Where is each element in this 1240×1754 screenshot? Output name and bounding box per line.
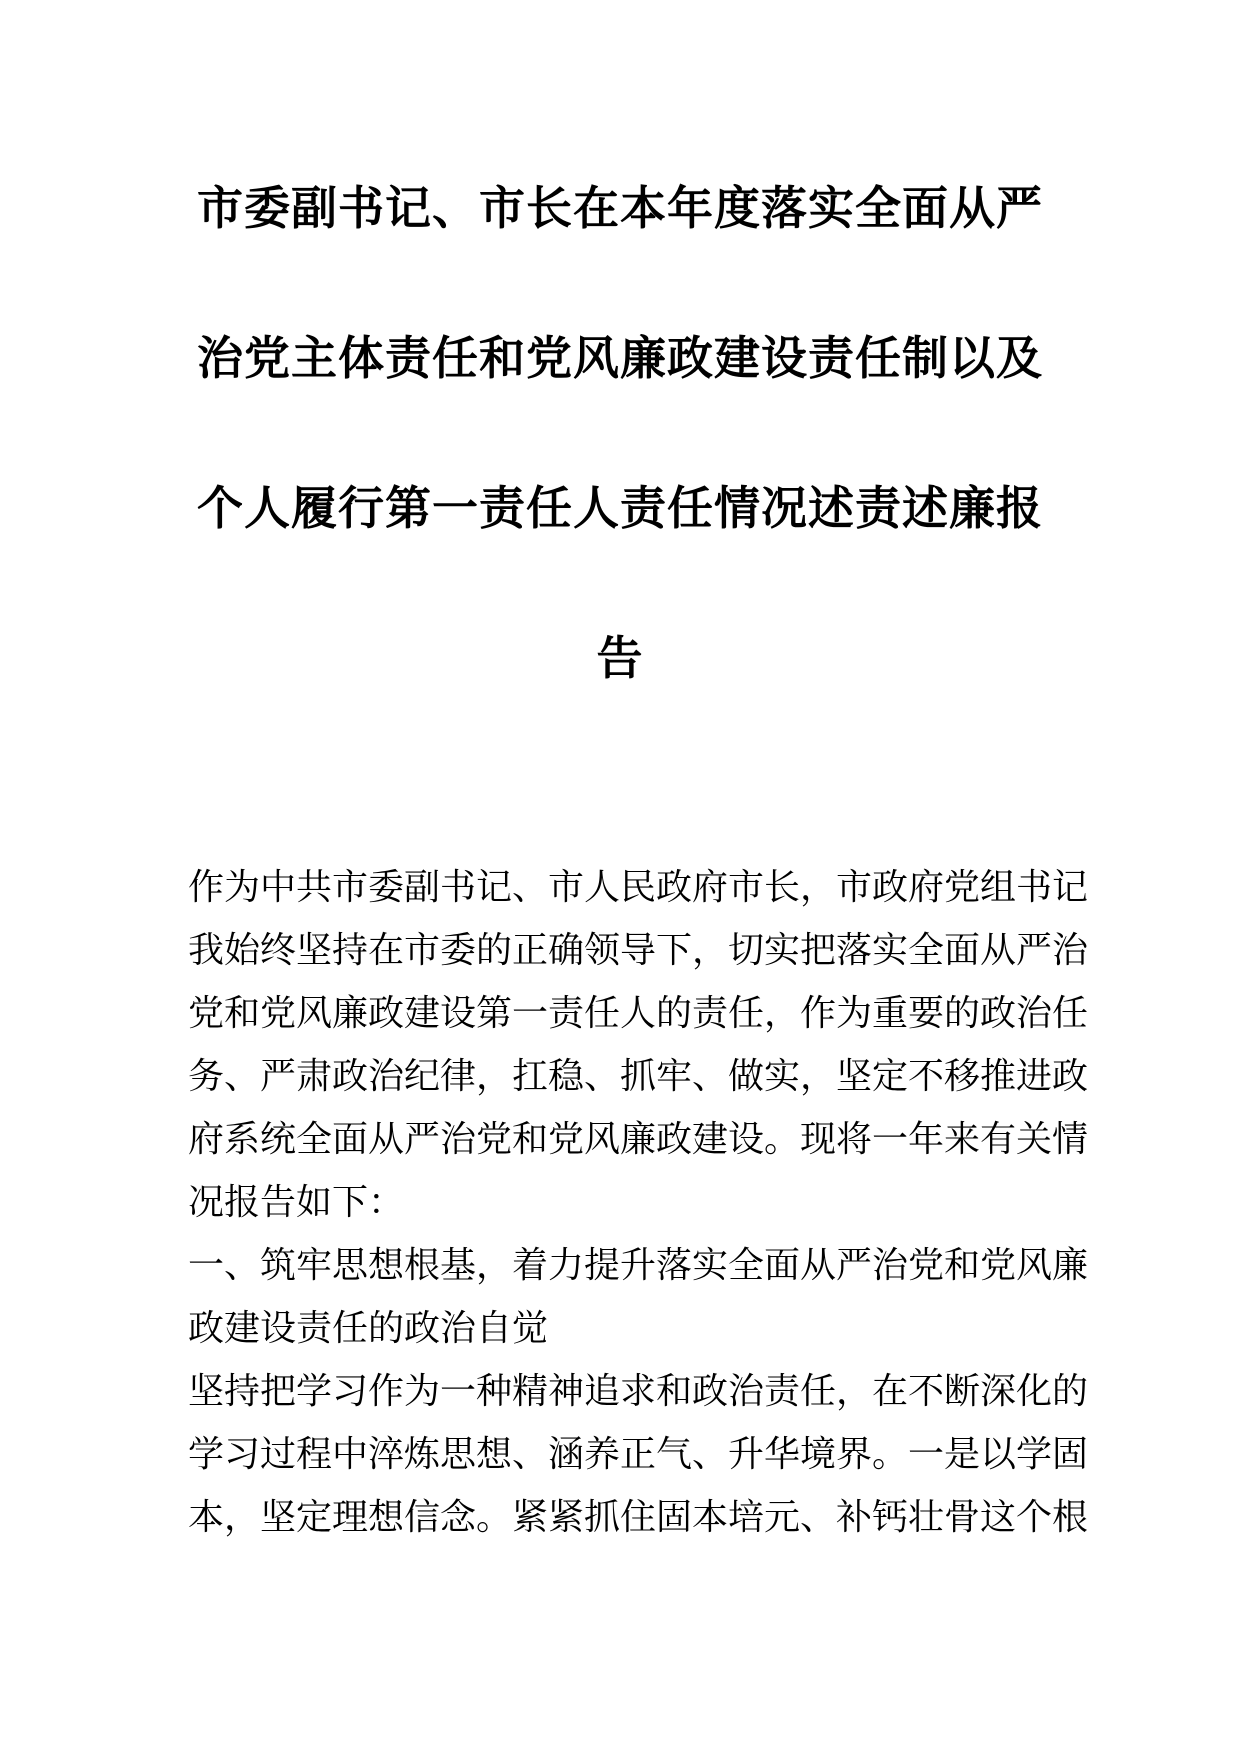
body-line: 党和党风廉政建设第一责任人的责任，作为重要的政治任 [188, 993, 1089, 1034]
title-line-4: 告 [596, 631, 644, 685]
title-line-2: 治党主体责任和党风廉政建设责任制以及 [197, 331, 1043, 385]
body-line: 我始终坚持在市委的正确领导下，切实把落实全面从严治 [188, 930, 1089, 971]
body-line: 作为中共市委副书记、市人民政府市长，市政府党组书记 [188, 867, 1089, 908]
body-line: 本，坚定理想信念。紧紧抓住固本培元、补钙壮骨这个根 [188, 1497, 1089, 1538]
section-heading-line: 一、筑牢思想根基，着力提升落实全面从严治党和党风廉 [188, 1245, 1089, 1286]
body-line: 坚持把学习作为一种精神追求和政治责任，在不断深化的 [188, 1371, 1089, 1412]
body-line: 府系统全面从严治党和党风廉政建设。现将一年来有关情 [188, 1119, 1089, 1160]
section-heading-line: 政建设责任的政治自觉 [188, 1308, 549, 1349]
title-line-3: 个人履行第一责任人责任情况述责述廉报 [197, 481, 1043, 535]
title-line-1: 市委副书记、市长在本年度落实全面从严 [197, 181, 1043, 235]
body-line: 务、严肃政治纪律，扛稳、抓牢、做实，坚定不移推进政 [188, 1056, 1089, 1097]
body-line: 学习过程中淬炼思想、涵养正气、升华境界。一是以学固 [188, 1434, 1089, 1475]
body-line: 况报告如下： [188, 1182, 405, 1223]
